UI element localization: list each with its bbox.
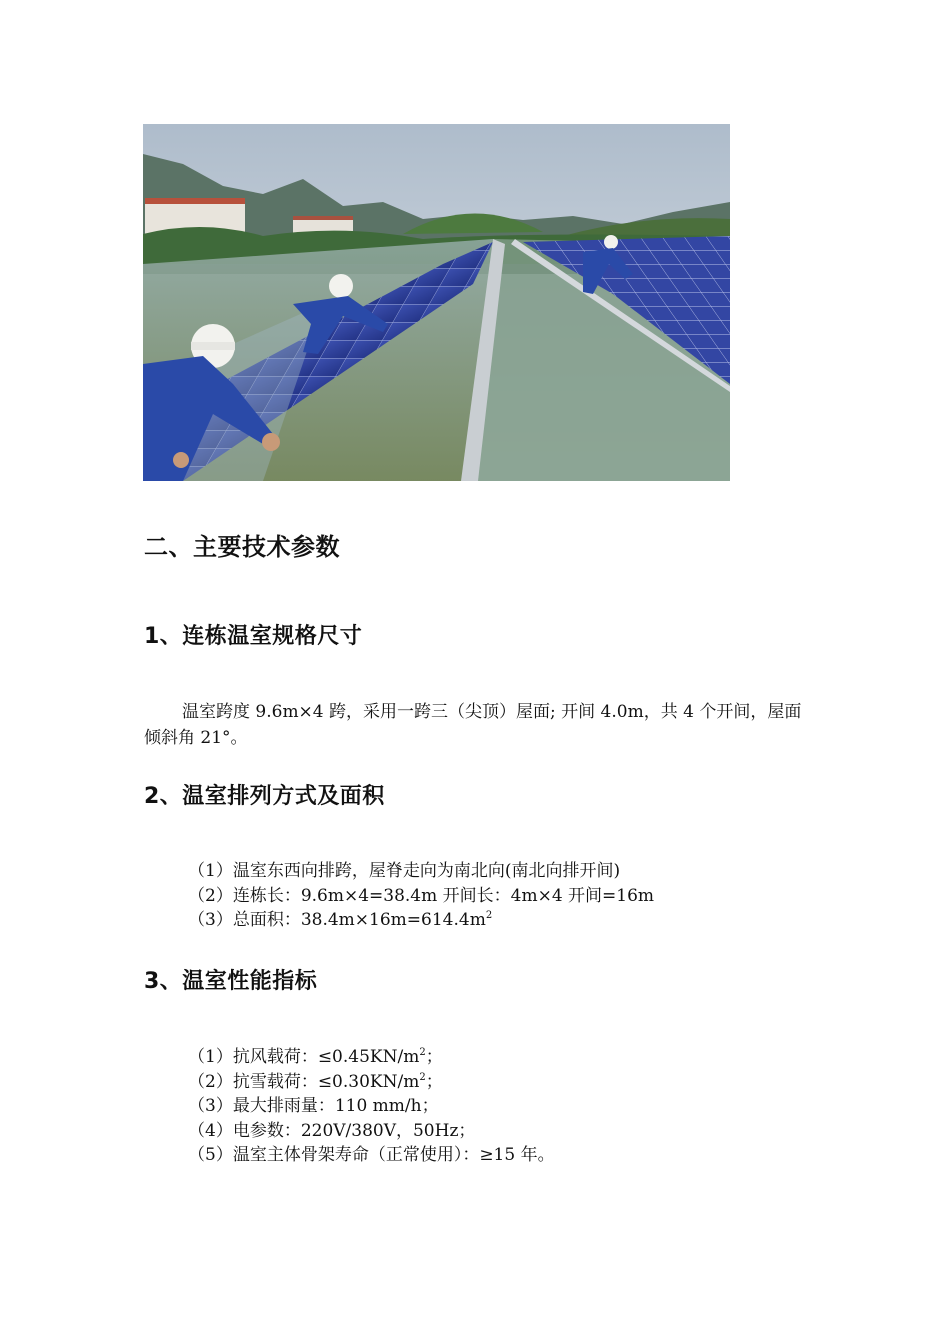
list-item: （4）电参数：220V/380V，50Hz；: [188, 1120, 476, 1141]
dimensions-paragraph: [144, 699, 814, 751]
layout-list: [188, 859, 654, 933]
list-item: （1）抗风载荷：$\le 0.45KN/m^2$；: [188, 1047, 443, 1067]
list-item: （1）温室东西向排跨，屋脊走向为南北向(南北向排开间): [188, 861, 621, 881]
list-item: （2）连栋长：9.6m×4=38.4m 开间长：4m×4 开间=16m: [188, 885, 655, 906]
list-item: （2）抗雪载荷：$\le 0.30KN/m^2$；: [188, 1071, 443, 1092]
performance-list: [188, 1045, 555, 1168]
list-item: （3）总面积：$38.4m\times 16m=614.4m^2$: [188, 910, 493, 930]
subsection-title-layout: 2、温室排列方式及面积: [144, 784, 385, 809]
solar-greenhouse-photo: [143, 124, 730, 481]
subsection-title-dimensions: 1、连栋温室规格尺寸: [144, 624, 363, 649]
section-title: 二、主要技术参数: [144, 533, 340, 561]
list-item: （3）最大排雨量：110 mm/h；: [188, 1096, 439, 1116]
dimensions-text: 温室跨度 9.6m×4 跨，采用一跨三（尖顶）屋面; 开间 4.0m，共 4 个开间，屋面倾斜角 21°。: [144, 702, 802, 748]
subsection-title-performance: 3、温室性能指标: [144, 969, 318, 994]
list-item: （5）温室主体骨架寿命（正常使用）：≥15 年。: [188, 1145, 555, 1165]
